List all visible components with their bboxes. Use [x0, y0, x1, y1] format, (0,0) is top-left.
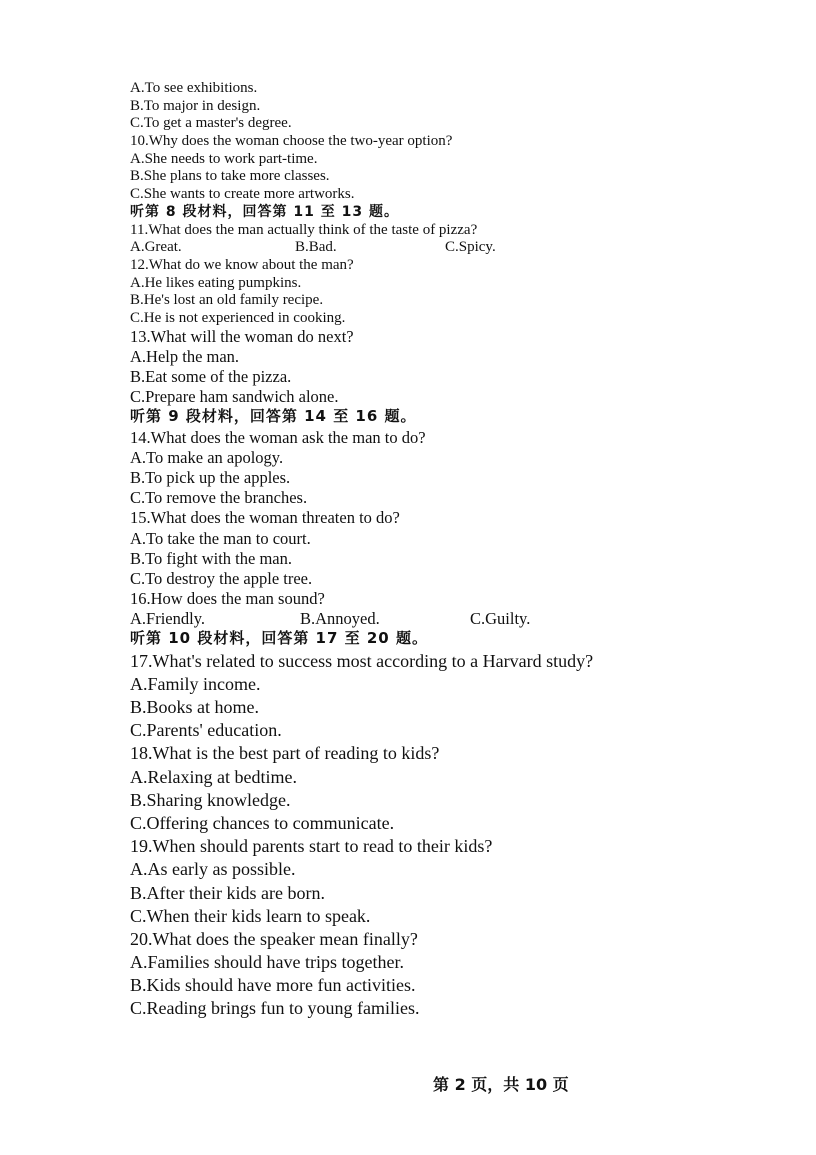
question-11: 11.What does the man actually think of the taste of pizza? — [130, 221, 478, 238]
text-line: A.Relaxing at bedtime. — [130, 766, 297, 787]
text-line: B.To pick up the apples. — [130, 467, 291, 487]
section-q9-q10 — [130, 80, 690, 328]
question-19: 19.When should parents start to read to their kids? — [130, 836, 493, 857]
text-line: C.Parents' education. — [130, 720, 282, 741]
exam-content — [130, 80, 690, 1022]
text-line: C.When their kids learn to speak. — [130, 905, 371, 926]
text-line: C.She wants to create more artworks. — [130, 186, 355, 203]
question-20: 20.What does the speaker mean finally? — [130, 928, 418, 949]
question-11-options — [130, 239, 690, 257]
text-line: A.Families should have trips together. — [130, 952, 404, 973]
question-15: 15.What does the woman threaten to do? — [130, 508, 400, 528]
text-line: C.To destroy the apple tree. — [130, 568, 313, 588]
question-12: 12.What do we know about the man? — [130, 256, 354, 273]
option-b: B.Bad. — [295, 239, 337, 256]
text-line: B.To major in design. — [130, 97, 261, 114]
section-q13-q16 — [130, 328, 690, 651]
text-line: C.Offering chances to communicate. — [130, 812, 395, 833]
text-line: A.As early as possible. — [130, 859, 296, 880]
question-18: 18.What is the best part of reading to kids? — [130, 743, 440, 764]
option-c: C.Spicy. — [445, 239, 496, 256]
option-a: A.Great. — [130, 239, 182, 256]
question-10: 10.Why does the woman choose the two-year option? — [130, 133, 453, 150]
option-b: B.Annoyed. — [300, 609, 380, 629]
section-heading-10: 听第 10 段材料，回答第 17 至 20 题。 — [130, 629, 428, 648]
question-16: 16.How does the man sound? — [130, 589, 325, 609]
text-line: B.Sharing knowledge. — [130, 789, 291, 810]
text-line: A.To take the man to court. — [130, 528, 311, 548]
page-number: 第 2 页，共 10 页 — [433, 1075, 569, 1094]
text-line: A.He likes eating pumpkins. — [130, 274, 302, 291]
option-c: C.Guilty. — [470, 609, 531, 629]
section-q17-q20 — [130, 651, 690, 1022]
question-14: 14.What does the woman ask the man to do? — [130, 427, 426, 447]
text-line: B.He's lost an old family recipe. — [130, 292, 324, 309]
section-heading-8: 听第 8 段材料，回答第 11 至 13 题。 — [130, 203, 399, 220]
question-16-options — [130, 610, 690, 630]
text-line: A.Help the man. — [130, 346, 240, 366]
text-line: A.She needs to work part-time. — [130, 150, 318, 167]
text-line: B.Kids should have more fun activities. — [130, 975, 416, 996]
text-line: B.She plans to take more classes. — [130, 168, 330, 185]
text-line: C.To remove the branches. — [130, 488, 308, 508]
text-line: A.To make an apology. — [130, 447, 284, 467]
question-13: 13.What will the woman do next? — [130, 326, 354, 346]
text-line: A.To see exhibitions. — [130, 80, 258, 96]
question-17: 17.What's related to success most according to a Harvard study? — [130, 650, 594, 671]
text-line: C.Prepare ham sandwich alone. — [130, 387, 339, 407]
text-line: C.To get a master's degree. — [130, 115, 292, 132]
text-line: B.After their kids are born. — [130, 882, 325, 903]
text-line: B.Books at home. — [130, 697, 259, 717]
text-line: C.He is not experienced in cooking. — [130, 309, 346, 326]
text-line: C.Reading brings fun to young families. — [130, 998, 420, 1019]
text-line: B.Eat some of the pizza. — [130, 367, 292, 386]
section-heading-9: 听第 9 段材料，回答第 14 至 16 题。 — [130, 407, 417, 426]
text-line: A.Family income. — [130, 673, 261, 694]
option-a: A.Friendly. — [130, 609, 206, 629]
text-line: B.To fight with the man. — [130, 548, 292, 568]
